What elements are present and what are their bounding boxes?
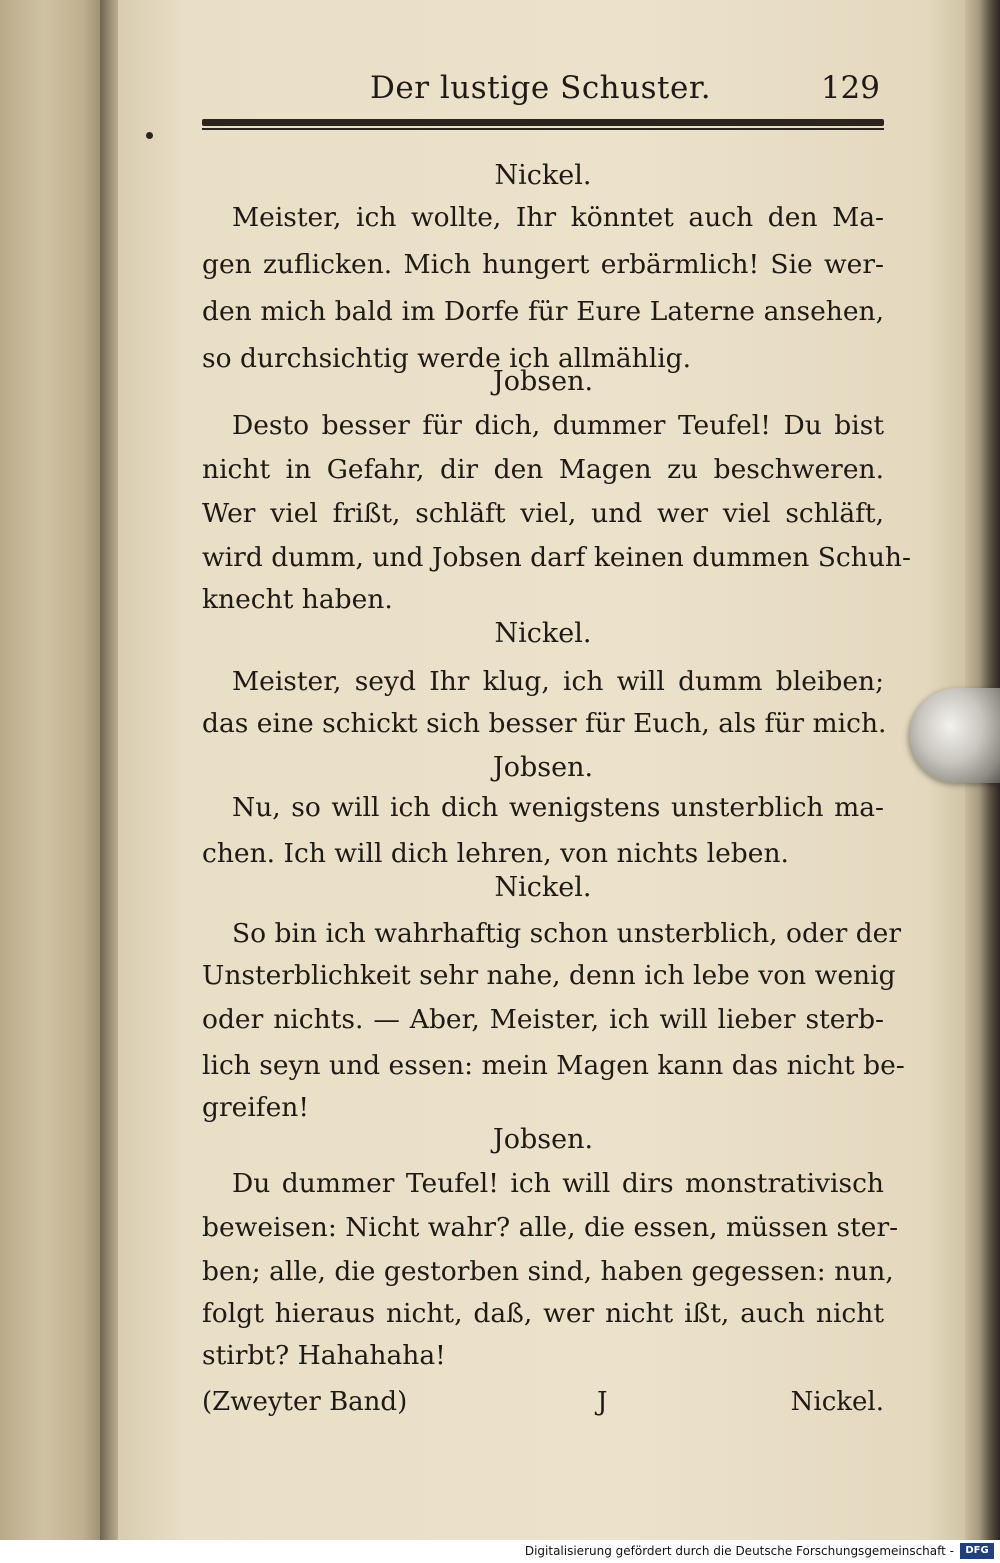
page-footer <box>202 1380 884 1424</box>
funding-caption: Digitalisierung gefördert durch die Deutsche Forschungsgemeinschaft - <box>524 1544 954 1558</box>
running-title: Der lustige Schuster. <box>370 70 712 106</box>
text-line: oder nichts. — Aber, Meister, ich will lieber sterb- <box>202 1004 884 1035</box>
text-line: Desto besser für dich, dummer Teufel! Du bist <box>232 410 884 441</box>
speaker-name: Jobsen. <box>492 1124 594 1155</box>
header-rule <box>202 119 884 126</box>
text-line: Wer viel frißt, schläft viel, und wer viel schläft, <box>202 498 884 529</box>
speaker-name: Nickel. <box>494 872 592 903</box>
text-line: gen zuflicken. Mich hungert erbärmlich! Sie wer- <box>202 249 884 280</box>
text-line: so durchsichtig werde ich allmählig. <box>202 343 692 374</box>
speaker-name: Nickel. <box>494 618 592 649</box>
text-line: stirbt? Hahahaha! <box>202 1340 446 1371</box>
header-rule-thin <box>202 128 884 130</box>
text-line: greifen! <box>202 1092 309 1123</box>
text-line: So bin ich wahrhaftig schon unsterblich, oder der <box>232 918 902 949</box>
text-line: den mich bald im Dorfe für Eure Laterne ansehen, <box>202 296 884 327</box>
text-line: Nu, so will ich dich wenigstens unsterblich ma- <box>232 792 884 823</box>
text-line: wird dumm, und Jobsen darf keinen dummen Schuh- <box>202 542 911 573</box>
text-line: folgt hieraus nicht, daß, wer nicht ißt, auch nicht <box>202 1298 884 1329</box>
text-line: das eine schickt sich besser für Euch, als für mich. <box>202 708 887 739</box>
speaker-name: Jobsen. <box>492 752 594 783</box>
margin-dot <box>146 132 153 139</box>
text-line: chen. Ich will dich lehren, von nichts leben. <box>202 838 789 869</box>
speaker-name: Nickel. <box>494 160 592 191</box>
funding-caption-bar <box>0 1540 1000 1563</box>
text-line: beweisen: Nicht wahr? alle, die essen, müssen ster- <box>202 1212 899 1243</box>
text-line: knecht haben. <box>202 584 393 615</box>
speaker-name: Jobsen. <box>492 366 594 397</box>
text-line: Meister, ich wollte, Ihr könntet auch den Ma- <box>232 202 884 233</box>
text-line: Du dummer Teufel! ich will dirs monstrativisch <box>232 1168 884 1199</box>
volume-signature: (Zweyter Band) <box>202 1387 408 1417</box>
catchword: Nickel. <box>790 1387 884 1417</box>
page-number: 129 <box>820 70 880 106</box>
dfg-logo: DFG <box>960 1543 994 1559</box>
text-line: ben; alle, die gestorben sind, haben gegessen: nun, <box>202 1256 894 1287</box>
text-line: lich seyn und essen: mein Magen kann das nicht be- <box>202 1050 905 1081</box>
text-line: nicht in Gefahr, dir den Magen zu beschweren. <box>202 454 884 485</box>
text-line: Meister, seyd Ihr klug, ich will dumm bleiben; <box>232 666 884 697</box>
text-line: Unsterblichkeit sehr nahe, denn ich lebe von wenig <box>202 960 896 991</box>
running-head <box>370 70 880 114</box>
signature-mark: J <box>597 1387 608 1417</box>
